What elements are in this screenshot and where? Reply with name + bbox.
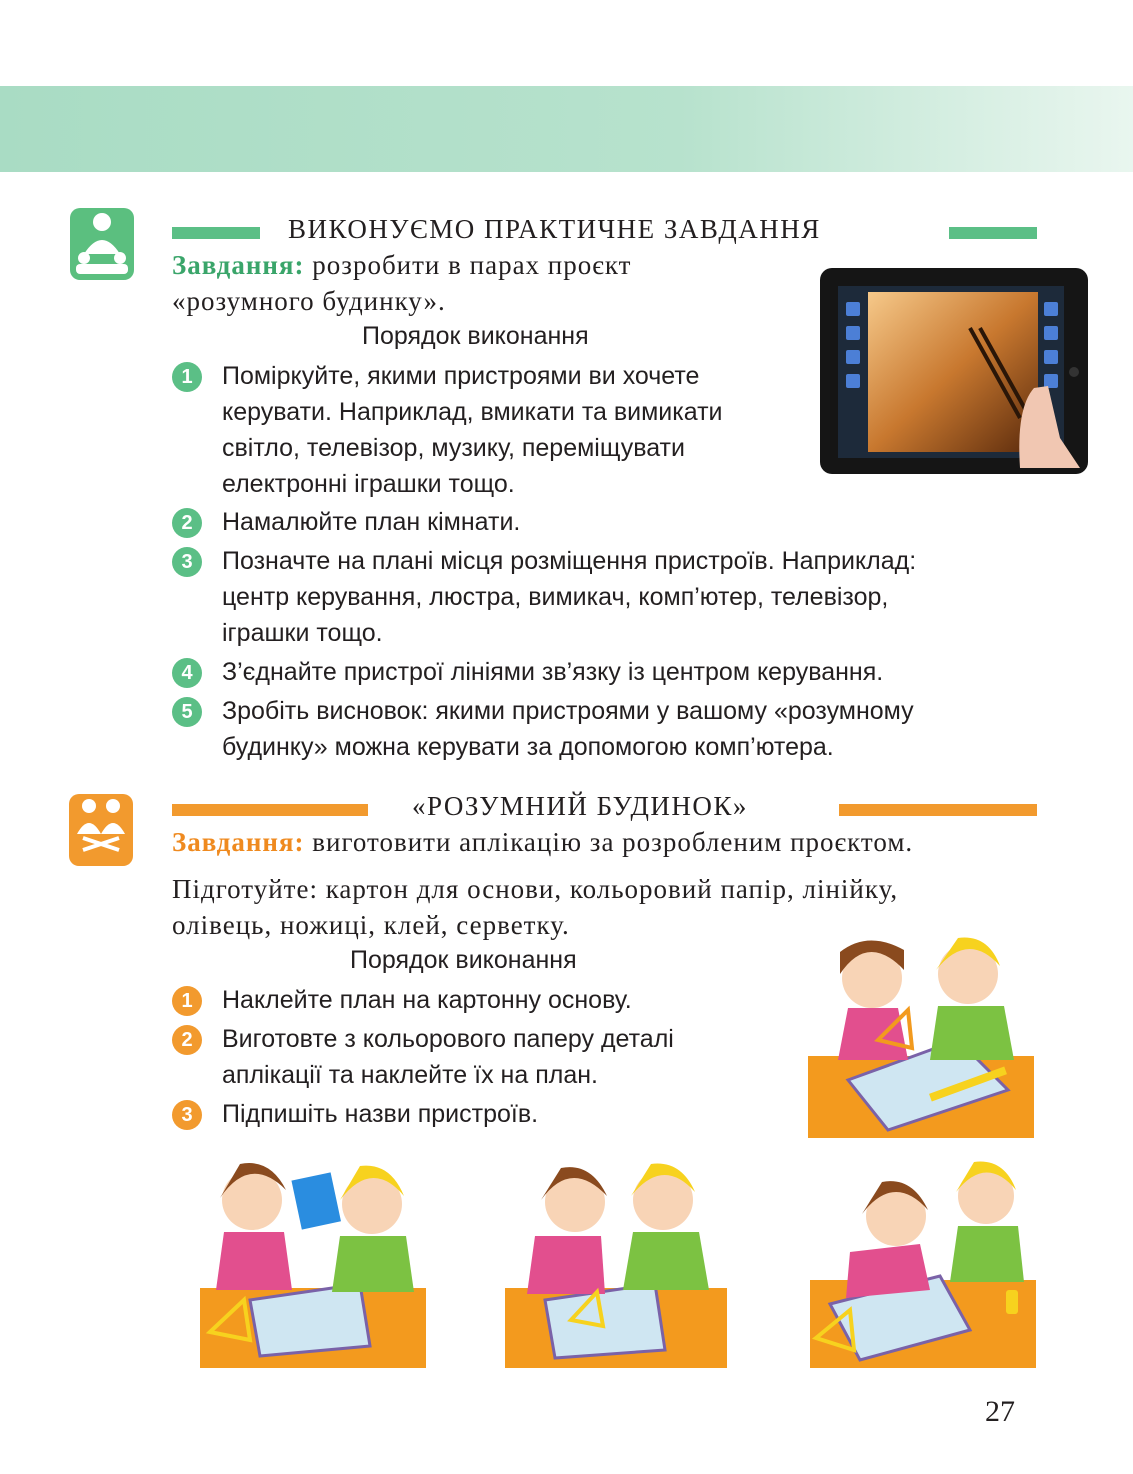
step-line: Підпишіть назви пристроїв. bbox=[222, 1100, 539, 1128]
step-line: Поміркуйте, якими пристроями ви хочете bbox=[222, 362, 700, 390]
step-line: електронні іграшки тощо. bbox=[222, 470, 515, 498]
step-number-badge: 1 bbox=[172, 362, 202, 392]
step-number-badge: 3 bbox=[172, 547, 202, 577]
task-text: розробити в парах проєкт bbox=[312, 250, 632, 280]
craft-work-icon bbox=[69, 794, 133, 866]
top-color-band bbox=[0, 86, 1133, 172]
step-line: світло, телевізор, музику, переміщувати bbox=[222, 434, 685, 462]
kids-gluing-illustration bbox=[505, 1160, 727, 1373]
pair-work-icon bbox=[70, 208, 134, 280]
step-line: Позначте на плані місця розміщення пристроїв. Наприклад: bbox=[222, 547, 917, 575]
section2-order-title: Порядок виконання bbox=[350, 946, 577, 974]
section1-task bbox=[172, 250, 631, 281]
section1-order-title: Порядок виконання bbox=[362, 322, 589, 350]
step-number-badge: 4 bbox=[172, 658, 202, 688]
prep-line-1: Підготуйте: картон для основи, кольоровий папір, лінійку, bbox=[172, 874, 899, 904]
section2-task bbox=[172, 827, 913, 858]
step-line: Наклейте план на картонну основу. bbox=[222, 986, 632, 1014]
step-line: керувати. Наприклад, вмикати та вимикати bbox=[222, 398, 723, 426]
section2-heading-row bbox=[172, 791, 1037, 821]
step-line: іграшки тощо. bbox=[222, 619, 383, 647]
section1-task-line2: «розумного будинку». bbox=[172, 286, 446, 316]
heading-bar-right bbox=[949, 227, 1037, 239]
step-number-badge: 2 bbox=[172, 1025, 202, 1055]
heading-bar-left bbox=[172, 227, 260, 239]
step-number-badge: 3 bbox=[172, 1100, 202, 1130]
step-line: Зробіть висновок: якими пристроями у вашому «розумному bbox=[222, 697, 914, 725]
kids-cutting-illustration bbox=[200, 1150, 426, 1373]
section2-heading: «РОЗУМНИЙ БУДИНОК» bbox=[412, 791, 748, 821]
step-number-badge: 1 bbox=[172, 986, 202, 1016]
heading-bar-right bbox=[839, 804, 1037, 816]
step-number-badge: 2 bbox=[172, 508, 202, 538]
section1-heading: ВИКОНУЄМО ПРАКТИЧНЕ ЗАВДАННЯ bbox=[288, 214, 821, 244]
tablet-smart-home-image bbox=[820, 268, 1088, 481]
task-label: Завдання: bbox=[172, 827, 305, 857]
step-line: аплікації та наклейте їх на план. bbox=[222, 1061, 598, 1089]
section1-heading-row bbox=[172, 214, 1037, 244]
task-text: виготовити аплікацію за розробленим проєктом. bbox=[312, 827, 914, 857]
kids-labeling-illustration bbox=[810, 1160, 1036, 1373]
task-label: Завдання: bbox=[172, 250, 305, 280]
prep-line-2: олівець, ножиці, клей, серветку. bbox=[172, 910, 570, 940]
step-line: Намалюйте план кімнати. bbox=[222, 508, 521, 536]
step-line: будинку» можна керувати за допомогою комп’ютера. bbox=[222, 733, 834, 761]
step-line: центр керування, люстра, вимикач, комп’ютер, телевізор, bbox=[222, 583, 889, 611]
step-line: З’єднайте пристрої лініями зв’язку із центром керування. bbox=[222, 658, 884, 686]
heading-bar-left bbox=[172, 804, 368, 816]
page-number: 27 bbox=[985, 1395, 1015, 1428]
kids-measuring-illustration bbox=[808, 930, 1034, 1143]
step-number-badge: 5 bbox=[172, 697, 202, 727]
step-line: Виготовте з кольорового паперу деталі bbox=[222, 1025, 674, 1053]
